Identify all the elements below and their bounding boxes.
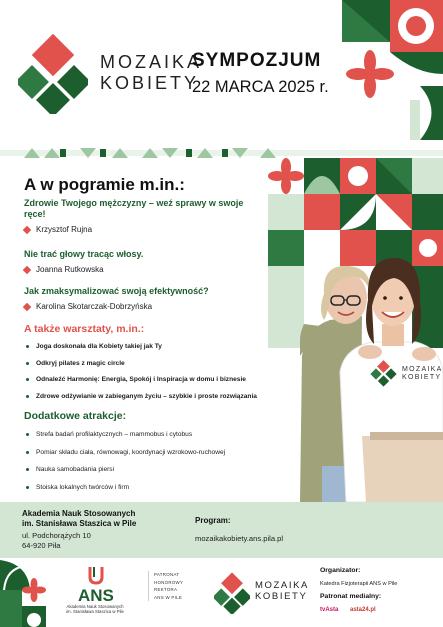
footer-logo-line-1: MOZAIKA [255, 580, 309, 591]
tvasta-logo: tvAsta [320, 607, 339, 613]
list-item [26, 357, 306, 370]
workshops-heading: A także warsztaty, m.in.: [24, 323, 145, 335]
workshops-list [26, 340, 306, 406]
address-line-2: 64-920 Piła [22, 540, 61, 550]
tshirt-logo-line-1: MOZAIKA [402, 366, 443, 373]
talk-title: Zdrowie Twojego mężczyzny – weź sprawy w swoje ręce! [24, 198, 244, 219]
workshop-label: Odkryj pilates z magic circle [36, 359, 125, 367]
talk-item [24, 249, 284, 274]
diamond-bullet-icon [23, 265, 31, 273]
workshop-label: Joga doskonała dla Kobiety takiej jak Ty [36, 343, 162, 350]
mozaika-logo-text [100, 52, 202, 94]
list-item [26, 340, 306, 353]
program-link[interactable]: mozaikakobiety.ans.pila.pl [195, 534, 284, 543]
bullet-icon [26, 486, 29, 489]
bullet-icon [26, 395, 29, 398]
talk-title: Jak zmaksymalizować swoją efektywność? [24, 286, 209, 296]
extra-label: Pomiar składu ciała, równowagi, koordynacji wzrokowo-ruchowej [36, 448, 226, 456]
list-item [26, 428, 316, 441]
list-item [26, 373, 306, 386]
logo-line-2: KOBIETY [100, 73, 200, 93]
ans-subtitle [52, 604, 138, 614]
talk-speaker [24, 225, 284, 234]
bullet-icon [26, 345, 29, 348]
media-patronage-label: Patronat medialny: [320, 593, 382, 600]
list-item [26, 446, 316, 459]
extra-label: Strefa badań profilaktycznych – mammobus i cytobus [36, 431, 193, 438]
footer-logo-line-2: KOBIETY [255, 591, 308, 602]
workshop-label: Odnaleźć Harmonię: Energia, Spokój i Inspiracja w domu i biznesie [36, 376, 246, 383]
university-line-2: im. Stanisława Staszica w Pile [22, 519, 137, 528]
event-date: 22 MARCA 2025 r. [192, 78, 329, 96]
patronat-line-3: REKTORA [154, 587, 178, 592]
list-item [26, 481, 316, 494]
extra-label: Stoiska lokalnych twórców i firm [36, 483, 130, 491]
speaker-name: Joanna Rutkowska [36, 265, 104, 274]
address-line-1: ul. Podchorążych 10 [22, 531, 91, 540]
speaker-name: Karolina Skotarczak-Dobrzyńska [36, 302, 153, 311]
tshirt-logo-line-2: KOBIETY [402, 374, 442, 381]
bullet-icon [26, 433, 29, 436]
speaker-name: Krzysztof Rujna [36, 225, 93, 234]
organizer-value: Katedra Fizjoterapii ANS w Pile [320, 581, 398, 587]
list-item [26, 390, 306, 403]
organizer-label: Organizator: [320, 567, 361, 574]
program-label: Program: [195, 516, 231, 525]
logo-line-1: MOZAIKA [100, 52, 203, 72]
patronat-line-1: PATRONAT [154, 572, 180, 577]
diamond-bullet-icon [23, 225, 31, 233]
ans-subtitle-line-1: Akademia Nauk Stosowanych [66, 604, 124, 609]
extras-list [26, 428, 316, 498]
mozaika-footer-logo-text [255, 580, 309, 602]
ans-logo [60, 565, 130, 605]
asta24-logo: asta24.pl [350, 607, 376, 613]
mosaic-decoration-bottom-left [0, 560, 46, 627]
bullet-icon [26, 362, 29, 365]
ans-logo-text: ANS [78, 586, 114, 605]
talk-item [24, 198, 284, 234]
bullet-icon [26, 451, 29, 454]
talk-item [24, 286, 284, 311]
list-item [26, 463, 316, 476]
ans-subtitle-line-2: im. Stanisława Staszica w Pile [66, 609, 124, 614]
mozaika-logo-mark [18, 34, 88, 114]
honorary-patronage [148, 571, 206, 601]
event-title: SYMPOZJUM [192, 50, 322, 71]
university-line-1: Akademia Nauk Stosowanych [22, 509, 136, 518]
talk-speaker [24, 302, 284, 311]
patronat-line-4: ANS W PILE [154, 594, 183, 600]
extras-heading: Dodatkowe atrakcje: [24, 410, 127, 422]
mozaika-footer-logo-mark [214, 572, 250, 614]
talk-speaker [24, 265, 284, 274]
extra-label: Nauka samobadania piersi [36, 466, 115, 473]
bullet-icon [26, 378, 29, 381]
program-heading: A w pogramie m.in.: [24, 175, 185, 194]
talk-title: Nie trać głowy tracąc włosy. [24, 249, 144, 259]
workshop-label: Zdrowe odżywianie w zabieganym życiu – szybkie i proste rozwiązania [36, 392, 257, 400]
university-address [22, 531, 91, 550]
patronat-line-2: HONOROWY [154, 579, 184, 585]
diamond-bullet-icon [23, 302, 31, 310]
university-name [22, 509, 136, 529]
tshirt-logo-text [402, 366, 443, 382]
bullet-icon [26, 468, 29, 471]
